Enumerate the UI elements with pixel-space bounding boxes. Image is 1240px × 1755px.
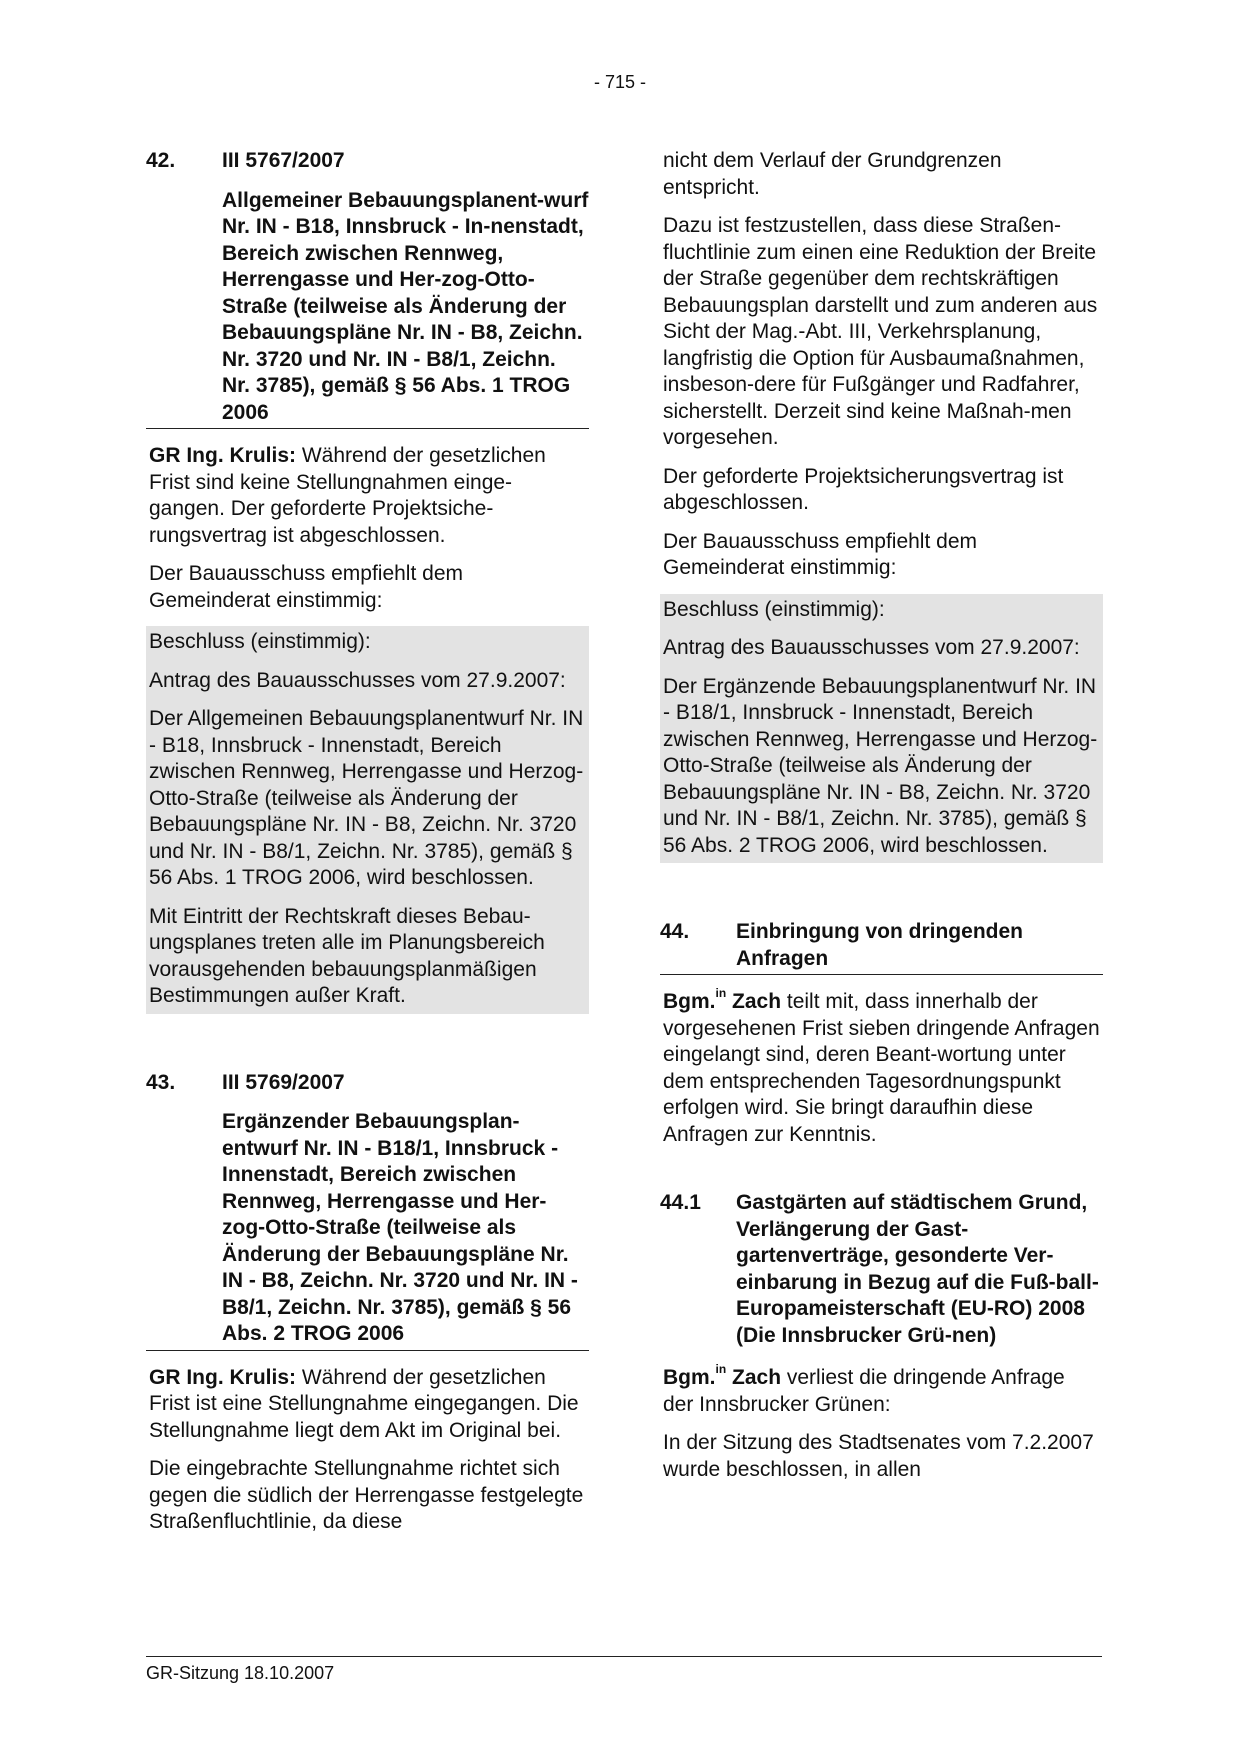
item-44-1-statement [660,1362,1103,1418]
contract-text: Der geforderte Projektsicherungsvertrag ist abgeschlossen. [663,464,1064,514]
item-44-1-heading [660,1190,1103,1351]
item-44-1-session: In der Sitzung des Stadtsenates vom 7.2.2007 wurde beschlossen, in allen [663,1431,1094,1481]
item-43-recommendation: Der Bauausschuss empfiehlt dem Gemeinderat einstimmig: [663,529,977,579]
item-42-reference: III 5767/2007 [222,149,345,172]
item-44-number: 44. [660,920,690,943]
item-44-1-speaker-sup: in [715,1362,727,1376]
item-44-speaker-name: Bgm. [663,990,716,1013]
item-43-reference: III 5769/2007 [222,1070,345,1094]
item-43-motion: Antrag des Bauausschusses vom 27.9.2007: [663,636,1080,659]
item-42-motion: Antrag des Bauausschusses vom 27.9.2007: [149,668,566,692]
item-42-heading [146,148,589,429]
right-column [660,148,1103,1483]
item-42-decision: Der Allgemeinen Bebauungsplanentwurf Nr. IN - B18, Innsbruck - Innenstadt, Bereich zwischen Rennweg, Herrengasse und Herzog-Otto-Straße (teilweise als Änderung der Bebauungspläne Nr. IN - B8, Zeichn. Nr. 3720 und Nr. IN - B8/1, Zeichn. Nr. 3785), gemäß § 56 Abs. 1 TROG 2006, wird beschlossen. [149,707,584,889]
item-43-heading [146,1070,589,1351]
item-44-1-title: Gastgärten auf städtischem Grund, Verlängerung der Gast-gartenverträge, gesonderte Ver-einbarung in Bezug auf die Fuß-ball-Europameisterschaft (EU-RO) 2008 (Die Innsbrucker Grü-nen) [736,1191,1099,1347]
continuation-text: nicht dem Verlauf der Grundgrenzen entspricht. [663,149,1002,199]
item-43-speaker-text: Während der gesetzlichen Frist ist eine Stellungnahme eingegangen. Die Stellungnahme liegt dem Akt im Original bei. [149,1365,579,1442]
item-44-heading [660,919,1103,975]
item-42-speaker: GR Ing. Krulis: [149,444,296,467]
item-42-resolution-title: Beschluss (einstimmig): [149,630,371,653]
item-44-1-speaker-name: Bgm. [663,1366,716,1389]
item-44-1-speaker-suffix: Zach [732,1366,782,1389]
item-43-decision: Der Ergänzende Bebauungsplanentwurf Nr. IN - B18/1, Innsbruck - Innenstadt, Bereich zwischen Rennweg, Herrengasse und Herzog-Otto-Straße (teilweise als Änderung der Bebauungspläne Nr. IN - B8, Zeichn. Nr. 3720 und Nr. IN - B8/1, Zeichn. Nr. 3785), gemäß § 56 Abs. 2 TROG 2006, wird beschlossen. [663,674,1098,857]
item-42-effect: Mit Eintritt der Rechtskraft dieses Bebau-ungsplanes treten alle im Planungsbereich vorausgehenden bebauungsplanmäßigen Bestimmungen außer Kraft. [149,904,545,1007]
item-43-title: Ergänzender Bebauungsplan-entwurf Nr. IN - B18/1, Innsbruck - Innenstadt, Bereich zwischen Rennweg, Herrengasse und Her-zog-Otto-Straße (teilweise als Änderung der Bebauungspläne Nr. IN - B8, Zeichn. Nr. 3720 und Nr. IN - B8/1, Zeichn. Nr. 3785), gemäß § 56 Abs. 2 TROG 2006 [222,1110,578,1345]
item-42-recommendation: Der Bauausschuss empfiehlt dem Gemeinderat einstimmig: [149,562,463,612]
item-44-speaker-suffix: Zach [732,990,782,1013]
item-42-title: Allgemeiner Bebauungsplanent-wurf Nr. IN - B18, Innsbruck - In-nenstadt, Bereich zwischen Rennweg, Herrengasse und Her-zog-Otto-Straße (teilweise als Änderung der Bebauungspläne Nr. IN - B8, Zeichn. Nr. 3720 und Nr. IN - B8/1, Zeichn. Nr. 3785), gemäß § 56 Abs. 1 TROG 2006 [222,188,589,424]
item-43-resolution-title: Beschluss (einstimmig): [663,597,885,621]
left-column [146,148,589,1536]
item-44-1-speaker [663,1362,782,1389]
page-number: - 715 - [593,72,647,92]
item-42-speaker-text: Während der gesetzlichen Frist sind keine Stellungnahmen einge-gangen. Der geforderte Projektsiche-rungsvertrag ist abgeschlossen. [149,444,546,547]
item-43-speaker: GR Ing. Krulis: [149,1365,296,1389]
item-44-speaker-sup: in [715,986,727,1000]
page-footer: GR-Sitzung 18.10.2007 [146,1656,1102,1684]
item-44-statement [660,986,1103,1148]
item-43-number: 43. [146,1070,176,1094]
item-44-speaker [663,986,782,1013]
item-44-1-text: verliest die dringende Anfrage der Innsbrucker Grünen: [663,1366,1065,1416]
item-43-statement [146,1365,589,1445]
item-42-number: 42. [146,149,176,172]
item-43-objection: Die eingebrachte Stellungnahme richtet sich gegen die südlich der Herrengasse festgelegte Straßenfluchtlinie, da diese [149,1457,584,1533]
item-42-statement [146,443,589,549]
assessment-text: Dazu ist festzustellen, dass diese Straßen-fluchtlinie zum einen eine Reduktion der Breite der Straße gegenüber dem rechtskräftigen Bebauungsplan darstellt und zum anderen aus Sicht der Mag.-Abt. III, Verkehrsplanung, langfristig die Option für Ausbaumaßnahmen, insbeson-dere für Fußgänger und Radfahrer, sicherstellt. Derzeit sind keine Maßnah-men vorgesehen. [663,214,1098,449]
item-42-resolution-box [146,626,589,1014]
item-44-text: teilt mit, dass innerhalb der vorgesehenen Frist sieben dringende Anfragen eingelangt sind, deren Beant-wortung unter dem entsprechenden Tagesordnungspunkt erfolgen wird. Sie bringt daraufhin diese Anfragen zur Kenntnis. [663,990,1100,1146]
item-43-resolution-box [660,594,1103,864]
item-44-title: Einbringung von dringenden Anfragen [736,920,1023,970]
item-44-1-number: 44.1 [660,1191,701,1214]
